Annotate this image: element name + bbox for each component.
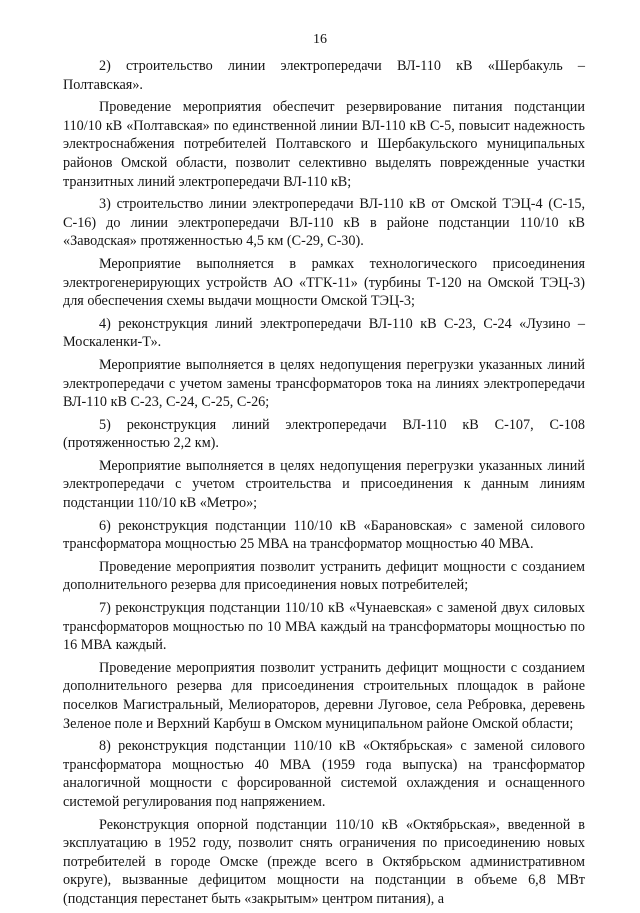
paragraph-item-2-effect: Проведение мероприятия обеспечит резервирование питания подстанции 110/10 кВ «Полтавская» по единственной линии ВЛ-110 кВ С-5, повысит надежность электроснабжения потребителей Полтавского и Шербакульского муниципальных районов Омской области, позволит селективно выделять поврежденные участки транзитных линий электропередачи ВЛ-110 кВ;: [63, 99, 585, 190]
document-body: [63, 57, 585, 913]
paragraph-item-6: 6) реконструкция подстанции 110/10 кВ «Барановская» с заменой силового трансформатора мощностью 25 МВА на трансформатор мощностью 40 МВА.: [63, 517, 585, 553]
paragraph-item-4: 4) реконструкция линий электропередачи ВЛ-110 кВ С-23, С-24 «Лузино – Москаленки-Т».: [63, 315, 585, 351]
paragraph-item-5-effect: Мероприятие выполняется в целях недопущения перегрузки указанных линий электропередачи с учетом строительства и присоединения к данным линиям подстанции 110/10 кВ «Метро»;: [63, 457, 585, 512]
paragraph-item-7-effect: Проведение мероприятия позволит устранить дефицит мощности с созданием дополнительного резерва для присоединения строительных площадок в районе поселков Магистральный, Мелиораторов, деревни Луговое, села Ребровка, деревень Зеленое поле и Верхний Карбуш в Омском муниципальном районе Омской области;: [63, 659, 585, 732]
paragraph-item-6-effect: Проведение мероприятия позволит устранить дефицит мощности с созданием дополнительного резерва для присоединения новых потребителей;: [63, 558, 585, 594]
paragraph-item-3-effect: Мероприятие выполняется в рамках технологического присоединения электрогенерирующих устройств АО «ТГК-11» (турбины Т-120 на Омской ТЭЦ-3) для обеспечения схемы выдачи мощности Омской ТЭЦ-3;: [63, 255, 585, 310]
paragraph-item-8: 8) реконструкция подстанции 110/10 кВ «Октябрьская» с заменой силового трансформатора мощностью 40 МВА (1959 года выпуска) на трансформатор аналогичной мощности с форсированной системой охлаждения и оснащенного системой регулирования под напряжением.: [63, 738, 585, 810]
paragraph-item-7: 7) реконструкция подстанции 110/10 кВ «Чунаевская» с заменой двух силовых трансформаторов мощностью по 10 МВА каждый на трансформаторы мощностью по 16 МВА каждый.: [63, 600, 585, 654]
page-number: 16: [313, 32, 327, 47]
paragraph-item-3: 3) строительство линии электропередачи ВЛ-110 кВ от Омской ТЭЦ-4 (С-15, С-16) до линии электропередачи ВЛ-110 кВ в районе подстанции 110/10 кВ «Заводская» протяженностью 4,5 км (С-29, С-30).: [63, 196, 585, 250]
paragraph-item-2: 2) строительство линии электропередачи ВЛ-110 кВ «Шербакуль – Полтавская».: [63, 58, 585, 93]
paragraph-item-5: 5) реконструкция линий электропередачи ВЛ-110 кВ С-107, С-108 (протяженностью 2,2 км).: [63, 416, 585, 452]
paragraph-item-8-effect: Реконструкция опорной подстанции 110/10 кВ «Октябрьская», введенной в эксплуатацию в 1952 году, позволит снять ограничения по присоединению новых потребителей в городе Омске (прежде всего в Октябрьском административном округе), вызванные дефицитом мощности на подстанции в объеме 6,8 МВт (подстанция перестанет быть «закрытым» центром питания), а: [63, 816, 585, 907]
paragraph-item-4-effect: Мероприятие выполняется в целях недопущения перегрузки указанных линий электропередачи с учетом замены трансформаторов тока на линиях электропередачи ВЛ-110 кВ С-23, С-24, С-25, С-26;: [63, 356, 585, 411]
